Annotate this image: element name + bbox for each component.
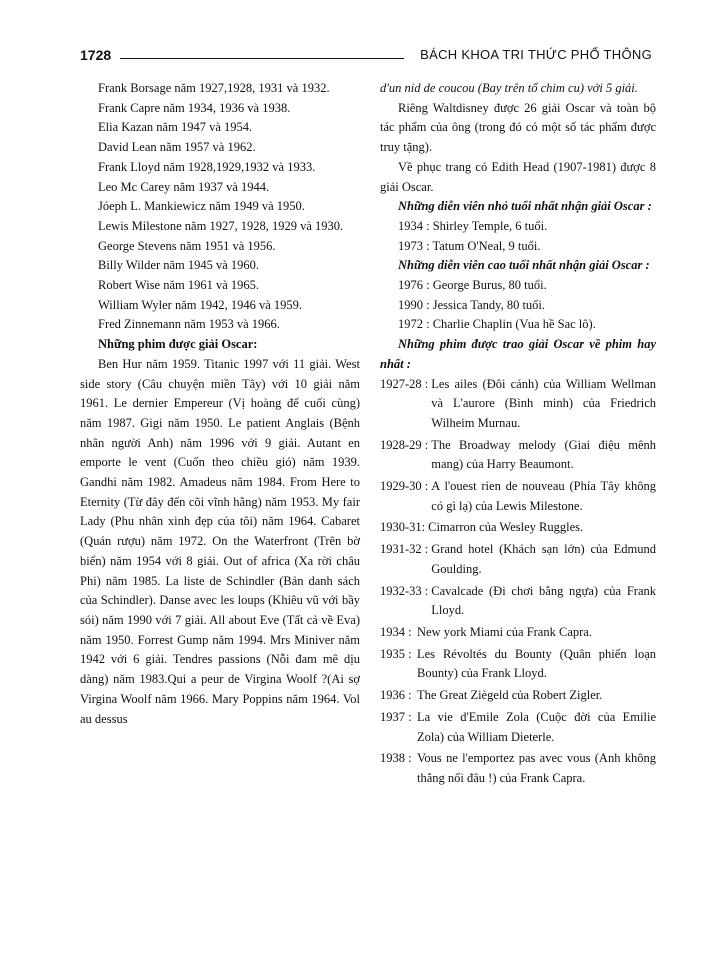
paragraph: Frank Borsage năm 1927,1928, 1931 và 1932.: [98, 81, 330, 95]
award-text: Cimarron của Wesley Ruggles.: [428, 520, 584, 535]
award-year: 1936 :: [380, 688, 412, 703]
list-item: 1934 : Shirley Temple, 6 tuổi.: [398, 218, 548, 233]
award-text: The Broadway melody (Giai điệu mênh mang) của Harry Beaumont.: [431, 437, 656, 472]
award-year: 1938 :: [380, 751, 412, 766]
header-rule: [120, 58, 404, 59]
award-text: Grand hotel (Khách sạn lớn) của Edmund Goulding.: [431, 542, 656, 576]
section-heading: Những diễn viên nhỏ tuổi nhất nhận giải Oscar :: [398, 199, 652, 214]
paragraph: David Lean năm 1957 và 1962.: [98, 140, 256, 155]
award-entry: [380, 477, 656, 516]
book-title: BÁCH KHOA TRI THỨC PHỔ THÔNG: [420, 47, 652, 62]
section-heading: Những phim được giải Oscar:: [98, 337, 258, 352]
paragraph: Lewis Milestone năm 1927, 1928, 1929 và 1930.: [98, 218, 344, 233]
paragraph: Fred Zinnemann năm 1953 và 1966.: [98, 317, 280, 332]
paragraph: Frank Capre năm 1934, 1936 và 1938.: [98, 100, 291, 115]
list-item: 1972 : Charlie Chaplin (Vua hề Sac lô).: [398, 317, 596, 332]
award-year: 1932-33 :: [380, 583, 429, 598]
award-year: 1929-30 :: [380, 479, 429, 494]
right-column: [380, 79, 656, 791]
running-header: [80, 47, 652, 69]
award-entry: [380, 749, 656, 788]
list-item: 1973 : Tatum O'Neal, 9 tuổi.: [398, 238, 541, 253]
award-year: 1930-31:: [380, 520, 426, 535]
award-year: 1934 :: [380, 624, 412, 639]
list-item: 1990 : Jessica Tandy, 80 tuổi.: [398, 297, 546, 312]
award-text: Les Révoltés du Bounty (Quân phiến loạn Bounty) của Frank Lloyd.: [417, 646, 656, 681]
award-text: Vous ne l'emportez pas avec vous (Anh không thắng nổi đâu !) của Frank Capra.: [417, 751, 656, 785]
award-text: The Great Ziègeld của Robert Zigler.: [417, 688, 603, 703]
award-text: Cavalcade (Đi chơi bằng ngựa) của Frank Lloyd.: [431, 583, 656, 618]
paragraph: Elia Kazan năm 1947 và 1954.: [98, 120, 253, 135]
left-column: [80, 79, 360, 729]
paragraph: Frank Lloyd năm 1928,1929,1932 và 1933.: [98, 159, 316, 174]
award-entry: [380, 686, 656, 706]
award-text: New york Miami của Frank Capra.: [417, 624, 592, 639]
award-year: 1935 :: [380, 646, 412, 661]
award-entry: [380, 518, 656, 538]
award-entry: [380, 582, 656, 621]
paragraph: Billy Wilder năm 1945 và 1960.: [98, 258, 260, 273]
award-entry: [380, 540, 656, 579]
paragraph: Riêng Waltdisney được 26 giải Oscar và toàn bộ tác phẩm của ông (trong đó có một số tác phẩm được truy tặng).: [380, 100, 656, 155]
list-item: 1976 : George Burus, 80 tuổi.: [398, 278, 547, 293]
paragraph: Jóeph L. Mankiewicz năm 1949 và 1950.: [98, 199, 305, 214]
paragraph: Về phục trang có Edith Head (1907-1981) được 8 giải Oscar.: [380, 159, 656, 194]
award-entry: [380, 708, 656, 747]
paragraph: Leo Mc Carey năm 1937 và 1944.: [98, 179, 270, 194]
paragraph: Robert Wise năm 1961 và 1965.: [98, 278, 260, 293]
award-text: La vie d'Emile Zola (Cuộc đời của Emilie Zola) của William Dieterle.: [417, 709, 656, 744]
award-text: Les ailes (Đôi cánh) của William Wellman và L'aurore (Bình minh) của Friedrich Wilheim Murnau.: [431, 376, 656, 430]
award-entry: [380, 375, 656, 434]
award-year: 1931-32 :: [380, 542, 429, 557]
section-heading: Những diễn viên cao tuổi nhất nhận giải Oscar :: [398, 258, 650, 273]
award-year: 1937 :: [380, 709, 412, 724]
award-year: 1927-28 :: [380, 376, 429, 391]
paragraph: George Stevens năm 1951 và 1956.: [98, 238, 276, 253]
award-entry: [380, 436, 656, 475]
award-year: 1928-29 :: [380, 437, 429, 452]
paragraph: d'un nid de coucou (Bay trên tổ chim cu) với 5 giải.: [380, 81, 638, 95]
paragraph: William Wyler năm 1942, 1946 và 1959.: [98, 297, 303, 312]
page-number: 1728: [80, 47, 112, 63]
section-heading: Những phim được trao giải Oscar về phim hay nhất :: [380, 337, 656, 371]
paragraph: Ben Hur năm 1959. Titanic 1997 với 11 giải. West side story (Câu chuyện miền Tây) với 10 giải năm 1961. Le dernier Empereur (Vị hoàng đế cuối cùng) năm 1987. Gigi năm 1950. Le patient Anglais (Bệnh nhân người Anh) năm 1996 với 9 giải. Autant en emporte le vent (Cuốn theo chiều gió) năm 1939. Gandhi năm 1982. Amadeus năm 1984. From Here to Eternity (Từ đây đến cõi vĩnh hằng) năm 1953. My fair Lady (Phu nhân xinh đẹp của tôi) năm 1964. Cabaret (Quán rượu) năm 1972. On the Waterfront (Trên bờ biển) năm 1954 với 8 giải. Out of africa (Xa rời châu Phi) năm 1985. La liste de Schindler (Bản danh sách của Schindler). Danse avec les loups (Khiêu vũ với bầy sói) năm 1990 với 7 giải. All about Eve (Tất cả về Eva) năm 1950. Forrest Gump năm 1994. Mrs Miniver năm 1942 với 6 giải. Tendres passions (Nỗi đam mê dịu dàng) năm 1983.Qui a peur de Virgina Woolf ?(Ai sợ Virgina Woolf năm 1966. Mary Poppins năm 1964. Vol au dessus: [80, 356, 360, 726]
award-entry: [380, 645, 656, 684]
award-entry: [380, 623, 656, 643]
award-text: A l'ouest rien de nouveau (Phía Tây không có gì lạ) của Lewis Milestone.: [431, 479, 656, 513]
